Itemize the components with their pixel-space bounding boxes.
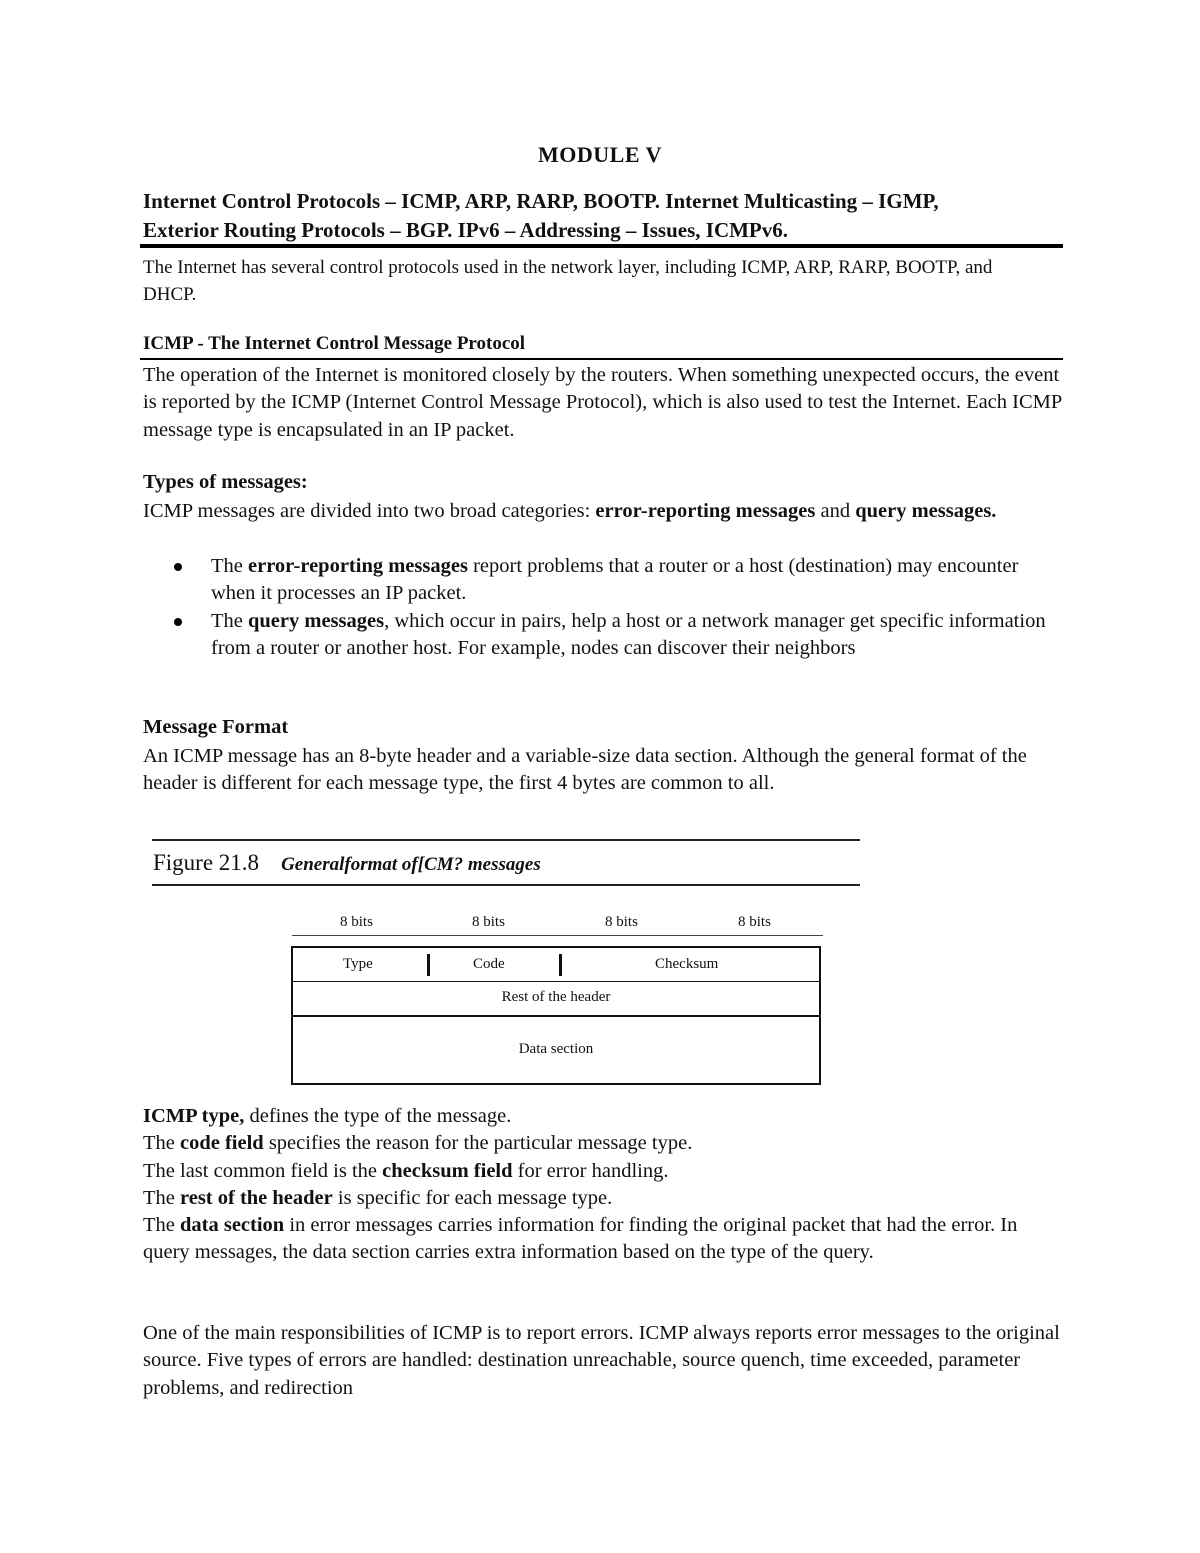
desc-pre: The last common field is the [143,1159,383,1182]
types-bullet-list [143,553,1063,662]
bullet-post: report problems that a router or a host (destination) may encounter when it processes an IP packet. [211,555,1019,605]
bullet-item [143,608,1063,663]
field-data-section: Data section [518,1041,594,1057]
figure-description: Generalformat of[CM? messages [281,854,541,875]
desc-bold: ICMP type, [143,1105,245,1127]
desc-bold: code field [180,1132,264,1155]
field-descriptions [143,1103,1063,1267]
types-bold-a: error-reporting messages [595,500,816,522]
bullet-icon [174,563,182,571]
types-heading: Types of messages: [143,471,308,493]
icmp-paragraph: The operation of the Internet is monitored closely by the routers. When something unexpected occurs, the event is reported by the ICMP (Internet Control Message Protocol), which is also used to test the Internet. Each ICMP message type is encapsulated in an IP packet. [143,364,1062,441]
section-divider-thick [140,244,1063,248]
bullet-bold: error-reporting messages [248,555,468,577]
bullet-icon [174,618,182,626]
header-row-common [293,948,819,982]
field-rest-of-header: Rest of the header [501,989,611,1005]
field-checksum: Checksum [655,956,719,972]
field-type: Type [343,956,373,972]
types-text-b: and [815,500,856,522]
field-separator [559,954,562,976]
types-bold-b: query messages. [855,500,997,522]
topics-line-1: Internet Control Protocols – ICMP, ARP, RARP, BOOTP. Internet Multicasting – IGMP, [143,189,939,213]
field-desc-line [143,1103,1063,1130]
figure-number: Figure 21.8 [153,850,260,875]
desc-text: specifies the reason for the particular message type. [263,1132,693,1155]
field-desc-line [143,1212,1063,1267]
desc-pre: The [143,1214,180,1237]
section-divider-thin [140,358,1063,360]
icmp-heading: ICMP - The Internet Control Message Protocol [143,333,526,354]
desc-bold: checksum field [382,1159,513,1182]
intro-paragraph: The Internet has several control protocols used in the network layer, including ICMP, ARP, RARP, BOOTP, and DHCP. [143,257,993,305]
data-section-row [293,1015,819,1085]
bits-label: 8 bits [738,914,771,930]
types-paragraph [143,498,1063,525]
bullet-item [143,553,1063,608]
header-row-rest [293,981,819,1017]
desc-pre: The [143,1132,180,1155]
format-paragraph: An ICMP message has an 8-byte header and a variable-size data section. Although the general format of the header is different for each message type, the first 4 bytes are common to all. [143,745,1027,795]
desc-text: is specific for each message type. [332,1186,613,1209]
field-desc-line [143,1130,1063,1157]
figure-top-rule [152,839,860,841]
module-title: MODULE V [538,142,662,167]
topics-summary [143,187,1063,245]
bullet-post: , which occur in pairs, help a host or a network manager get specific information from a router or another host. For example, nodes can discover their neighbors [211,609,1046,659]
bullet-bold: query messages [248,609,385,632]
field-code: Code [473,956,505,972]
figure-bottom-rule [152,884,860,886]
desc-bold: data section [180,1214,285,1237]
desc-pre: The [143,1186,180,1209]
bits-label: 8 bits [472,914,505,930]
field-separator [427,954,430,976]
desc-bold: rest of the header [180,1186,333,1209]
desc-text: in error messages carries information for finding the original packet that had the error. In query messages, the data section carries extra information based on the type of the query. [143,1214,1018,1264]
field-desc-line [143,1158,1063,1185]
bits-scale-line [292,935,823,936]
bullet-pre: The [211,609,248,632]
closing-paragraph: One of the main responsibilities of ICMP is to report errors. ICMP always reports error messages to the original source. Five types of errors are handled: destination unreachable, source quench, time exceeded, parameter problems, and redirection [143,1322,1060,1399]
desc-text: for error handling. [512,1159,669,1182]
bits-label: 8 bits [605,914,638,930]
icmp-header-diagram [291,946,821,1085]
format-heading: Message Format [143,716,289,738]
bits-label: 8 bits [340,914,373,930]
types-text-a: ICMP messages are divided into two broad categories: [143,500,596,522]
topics-line-2: Exterior Routing Protocols – BGP. IPv6 – Addressing – Issues, ICMPv6. [143,218,789,242]
desc-text: defines the type of the message. [244,1105,512,1127]
field-desc-line [143,1185,1063,1212]
figure-caption [153,850,541,876]
bullet-pre: The [211,555,248,577]
